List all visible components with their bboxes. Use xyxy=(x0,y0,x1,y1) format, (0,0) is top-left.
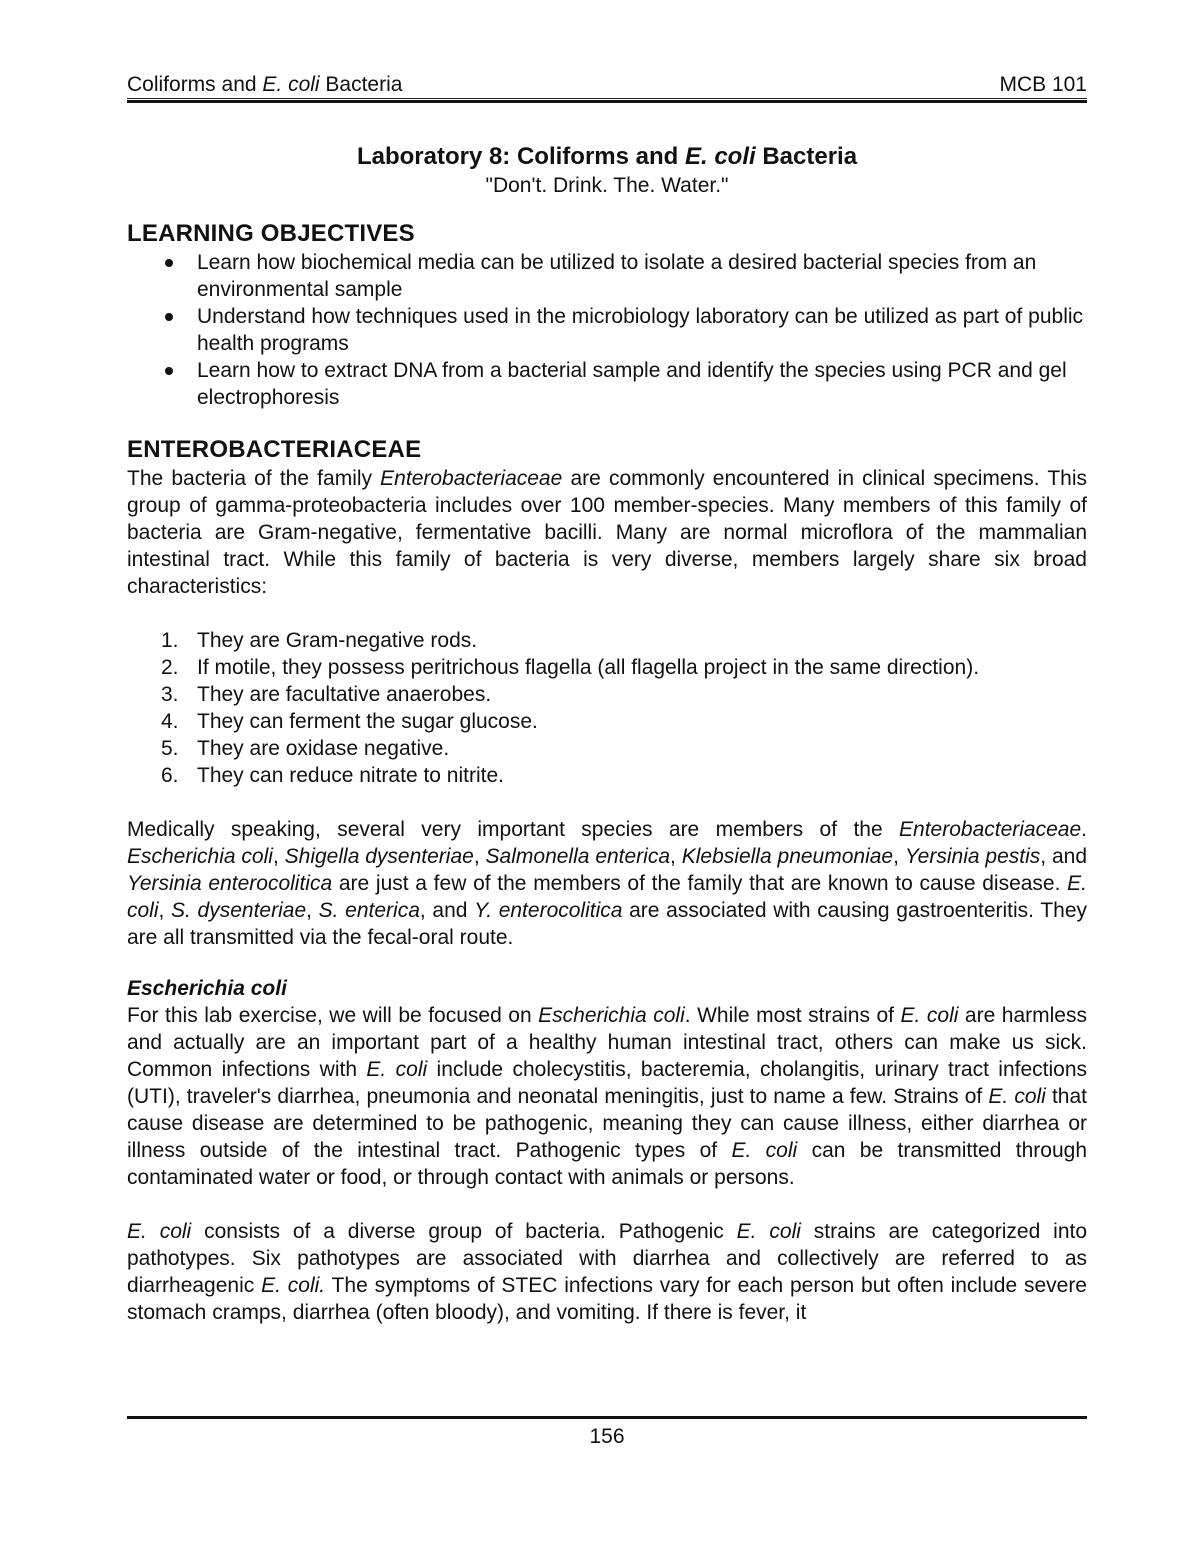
page-number: 156 xyxy=(589,1425,625,1448)
objectives-list xyxy=(127,249,1087,411)
header-rule-bottom xyxy=(127,100,1087,103)
characteristic-item: 5. They are oxidase negative. xyxy=(161,737,450,760)
header-rule-top xyxy=(127,98,1087,99)
bullet-icon xyxy=(165,259,173,267)
characteristic-item: 6. They can reduce nitrate to nitrite. xyxy=(161,764,504,787)
enterobacteriaceae-intro: The bacteria of the family Enterobacteriaceae are commonly encountered in clinical specimens. This group of gamma-proteobacteria includes over 100 member-species. Many members of this family of bacteria are Gram-negative, fermentative bacilli. Many are normal microflora of the mammalian intestinal tract. While this family of bacteria is very diverse, members largely share six broad characteristics: xyxy=(127,467,1087,598)
header-course: MCB 101 xyxy=(999,73,1087,96)
ecoli-heading: Escherichia coli xyxy=(127,977,287,1000)
characteristic-item: 2. If motile, they possess peritrichous flagella (all flagella project in the same direction). xyxy=(161,656,980,679)
ecoli-paragraph-1: For this lab exercise, we will be focused on Escherichia coli. While most strains of E. coli are harmless and actually are an important part of a healthy human intestinal tract, others can make us sick. Common infections with E. coli include cholecystitis, bacteremia, cholangitis, urinary tract infections (UTI), traveler's diarrhea, pneumonia and neonatal meningitis, just to name a few. Strains of E. coli that cause disease are determined to be pathogenic, meaning they can cause illness, either diarrhea or illness outside of the intestinal tract. Pathogenic types of E. coli can be transmitted through contaminated water or food, or through contact with animals or persons. xyxy=(127,1004,1088,1189)
objective-item: Understand how techniques used in the microbiology laboratory can be utilized as part of public health programs xyxy=(127,303,1087,357)
characteristic-item: 4. They can ferment the sugar glucose. xyxy=(161,710,538,733)
running-header xyxy=(127,72,1087,98)
footer-rule xyxy=(127,1416,1087,1419)
characteristic-item: 3. They are facultative anaerobes. xyxy=(161,683,492,706)
header-title: Coliforms and E. coli Bacteria xyxy=(127,73,403,96)
characteristics-list xyxy=(127,627,1087,789)
objective-item: Learn how biochemical media can be utilized to isolate a desired bacterial species from an environmental sample xyxy=(127,249,1087,303)
objective-item: Learn how to extract DNA from a bacterial sample and identify the species using PCR and gel electrophoresis xyxy=(127,357,1087,411)
bullet-icon xyxy=(165,313,173,321)
page-subtitle: "Don't. Drink. The. Water." xyxy=(485,174,729,197)
page-title: Laboratory 8: Coliforms and E. coli Bacteria xyxy=(356,143,858,170)
page-content xyxy=(127,142,1087,1326)
medical-species-paragraph: Medically speaking, several very important species are members of the Enterobacteriaceae. Escherichia coli, Shigella dysenteriae, Salmonella enterica, Klebsiella pneumoniae, Yersinia pestis, and Yersinia enterocolitica are just a few of the members of the family that are known to cause disease. E. coli, S. dysenteriae, S. enterica, and Y. enterocolitica are associated with causing gastroenteritis. They are all transmitted via the fecal-oral route. xyxy=(127,818,1088,949)
characteristic-item: 1. They are Gram-negative rods. xyxy=(161,629,478,652)
objectives-heading: LEARNING OBJECTIVES xyxy=(127,220,415,247)
bullet-icon xyxy=(165,367,173,375)
enterobacteriaceae-heading: ENTEROBACTERIACEAE xyxy=(127,436,422,463)
ecoli-paragraph-2: E. coli consists of a diverse group of bacteria. Pathogenic E. coli strains are categorized into pathotypes. Six pathotypes are associated with diarrhea and collectively are referred to as diarrheagenic E. coli. The symptoms of STEC infections vary for each person but often include severe stomach cramps, diarrhea (often bloody), and vomiting. If there is fever, it xyxy=(127,1220,1088,1324)
